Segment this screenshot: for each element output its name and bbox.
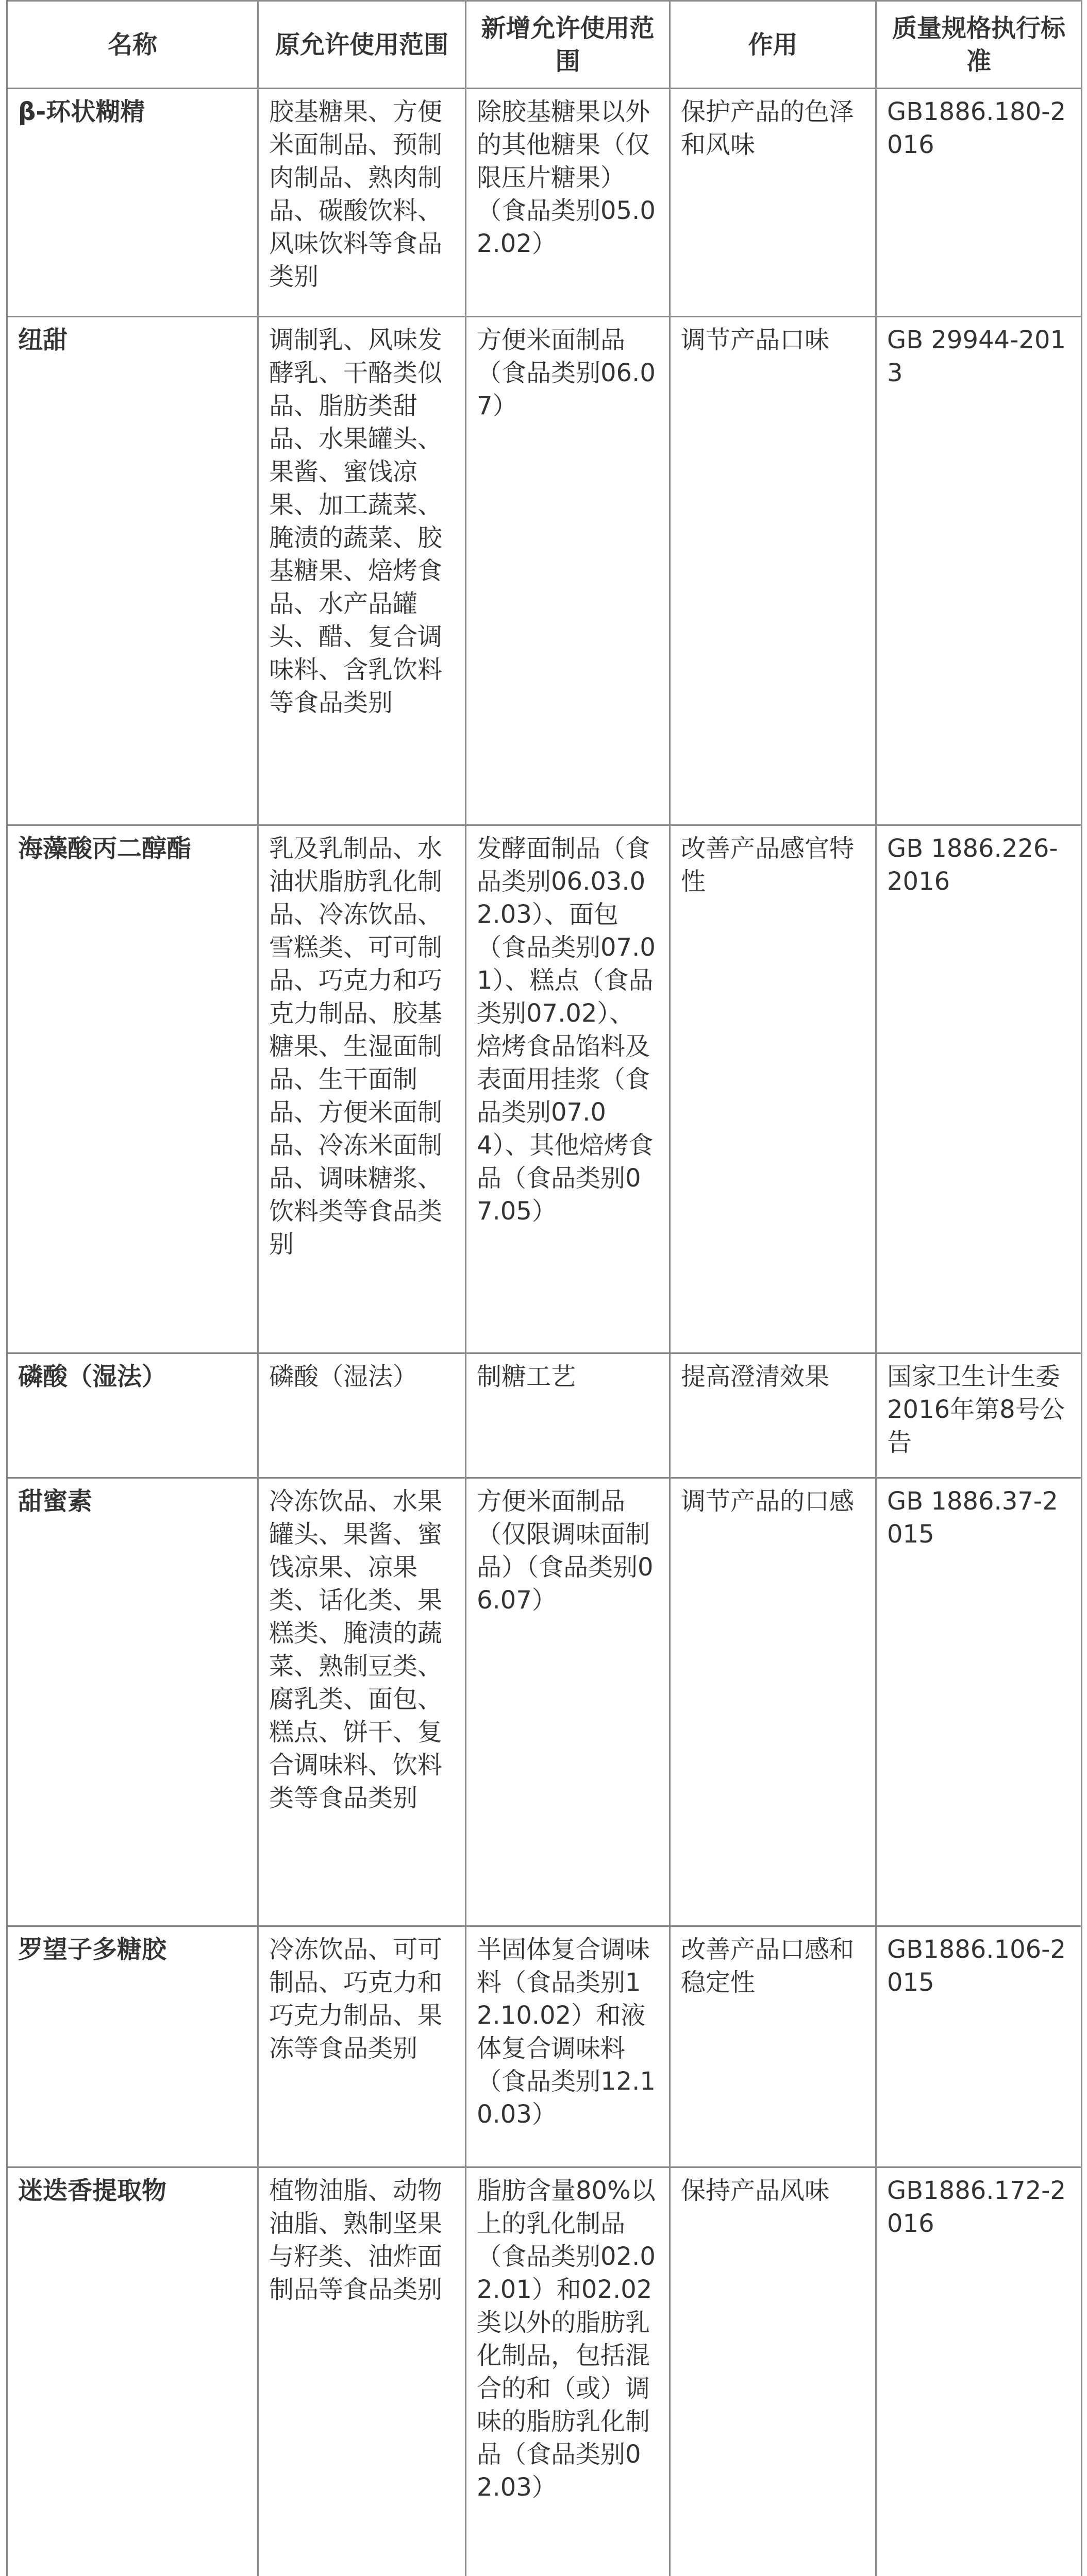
table-row — [7, 89, 1082, 317]
new-scope-cell: 半固体复合调味料（食品类别12.10.02）和液体复合调味料（食品类别12.10.03） — [466, 1926, 670, 2167]
original-scope-cell: 植物油脂、动物油脂、熟制坚果与籽类、油炸面制品等食品类别 — [258, 2167, 466, 2576]
header-name: 名称 — [7, 1, 258, 89]
standard-cell: GB1886.180-2016 — [876, 89, 1082, 317]
table-row — [7, 317, 1082, 825]
header-original-scope: 原允许使用范围 — [258, 1, 466, 89]
original-scope-cell: 磷酸（湿法） — [258, 1353, 466, 1478]
additive-name: β-环状糊精 — [7, 89, 258, 317]
new-scope-cell: 方便米面制品（仅限调味面制品）（食品类别06.07） — [466, 1478, 670, 1926]
new-scope-cell: 发酵面制品（食品类别06.03.02.03）、面包（食品类别07.01）、糕点（食品类别07.02）、焙烤食品馅料及表面用挂浆（食品类别07.04）、其他焙烤食品（食品类别07.05） — [466, 825, 670, 1353]
additive-name: 罗望子多糖胶 — [7, 1926, 258, 2167]
function-cell: 保护产品的色泽和风味 — [670, 89, 876, 317]
additive-name: 磷酸（湿法） — [7, 1353, 258, 1478]
new-scope-cell: 制糖工艺 — [466, 1353, 670, 1478]
standard-cell: GB 1886.226-2016 — [876, 825, 1082, 1353]
table-row — [7, 1478, 1082, 1926]
function-cell: 改善产品口感和稳定性 — [670, 1926, 876, 2167]
additive-name: 海藻酸丙二醇酯 — [7, 825, 258, 1353]
new-scope-cell: 除胶基糖果以外的其他糖果（仅限压片糖果）（食品类别05.02.02） — [466, 89, 670, 317]
additive-name: 迷迭香提取物 — [7, 2167, 258, 2576]
original-scope-cell: 胶基糖果、方便米面制品、预制肉制品、熟肉制品、碳酸饮料、风味饮料等食品类别 — [258, 89, 466, 317]
original-scope-cell: 乳及乳制品、水油状脂肪乳化制品、冷冻饮品、雪糕类、可可制品、巧克力和巧克力制品、胶基糖果、生湿面制品、生干面制品、方便米面制品、冷冻米面制品、调味糖浆、饮料类等食品类别 — [258, 825, 466, 1353]
function-cell: 调节产品口味 — [670, 317, 876, 825]
header-standard: 质量规格执行标准 — [876, 1, 1082, 89]
table-row — [7, 1926, 1082, 2167]
new-scope-cell: 脂肪含量80%以上的乳化制品（食品类别02.02.01）和02.02类以外的脂肪乳化制品，包括混合的和（或）调味的脂肪乳化制品（食品类别02.03） — [466, 2167, 670, 2576]
standard-cell: GB1886.106-2015 — [876, 1926, 1082, 2167]
function-cell: 改善产品感官特性 — [670, 825, 876, 1353]
additive-name: 纽甜 — [7, 317, 258, 825]
function-cell: 保持产品风味 — [670, 2167, 876, 2576]
standard-cell: 国家卫生计生委2016年第8号公告 — [876, 1353, 1082, 1478]
standard-cell: GB 29944-2013 — [876, 317, 1082, 825]
original-scope-cell: 调制乳、风味发酵乳、干酪类似品、脂肪类甜品、水果罐头、果酱、蜜饯凉果、加工蔬菜、腌渍的蔬菜、胶基糖果、焙烤食品、水产品罐头、醋、复合调味料、含乳饮料等食品类别 — [258, 317, 466, 825]
function-cell: 调节产品的口感 — [670, 1478, 876, 1926]
header-row — [7, 1, 1082, 89]
new-scope-cell: 方便米面制品（食品类别06.07） — [466, 317, 670, 825]
additive-table — [6, 0, 1082, 2576]
additive-name: 甜蜜素 — [7, 1478, 258, 1926]
original-scope-cell: 冷冻饮品、水果罐头、果酱、蜜饯凉果、凉果类、话化类、果糕类、腌渍的蔬菜、熟制豆类、腐乳类、面包、糕点、饼干、复合调味料、饮料类等食品类别 — [258, 1478, 466, 1926]
standard-cell: GB 1886.37-2015 — [876, 1478, 1082, 1926]
table-row — [7, 1353, 1082, 1478]
function-cell: 提高澄清效果 — [670, 1353, 876, 1478]
standard-cell: GB1886.172-2016 — [876, 2167, 1082, 2576]
header-new-scope: 新增允许使用范围 — [466, 1, 670, 89]
table-row — [7, 825, 1082, 1353]
original-scope-cell: 冷冻饮品、可可制品、巧克力和巧克力制品、果冻等食品类别 — [258, 1926, 466, 2167]
table-row — [7, 2167, 1082, 2576]
header-function: 作用 — [670, 1, 876, 89]
